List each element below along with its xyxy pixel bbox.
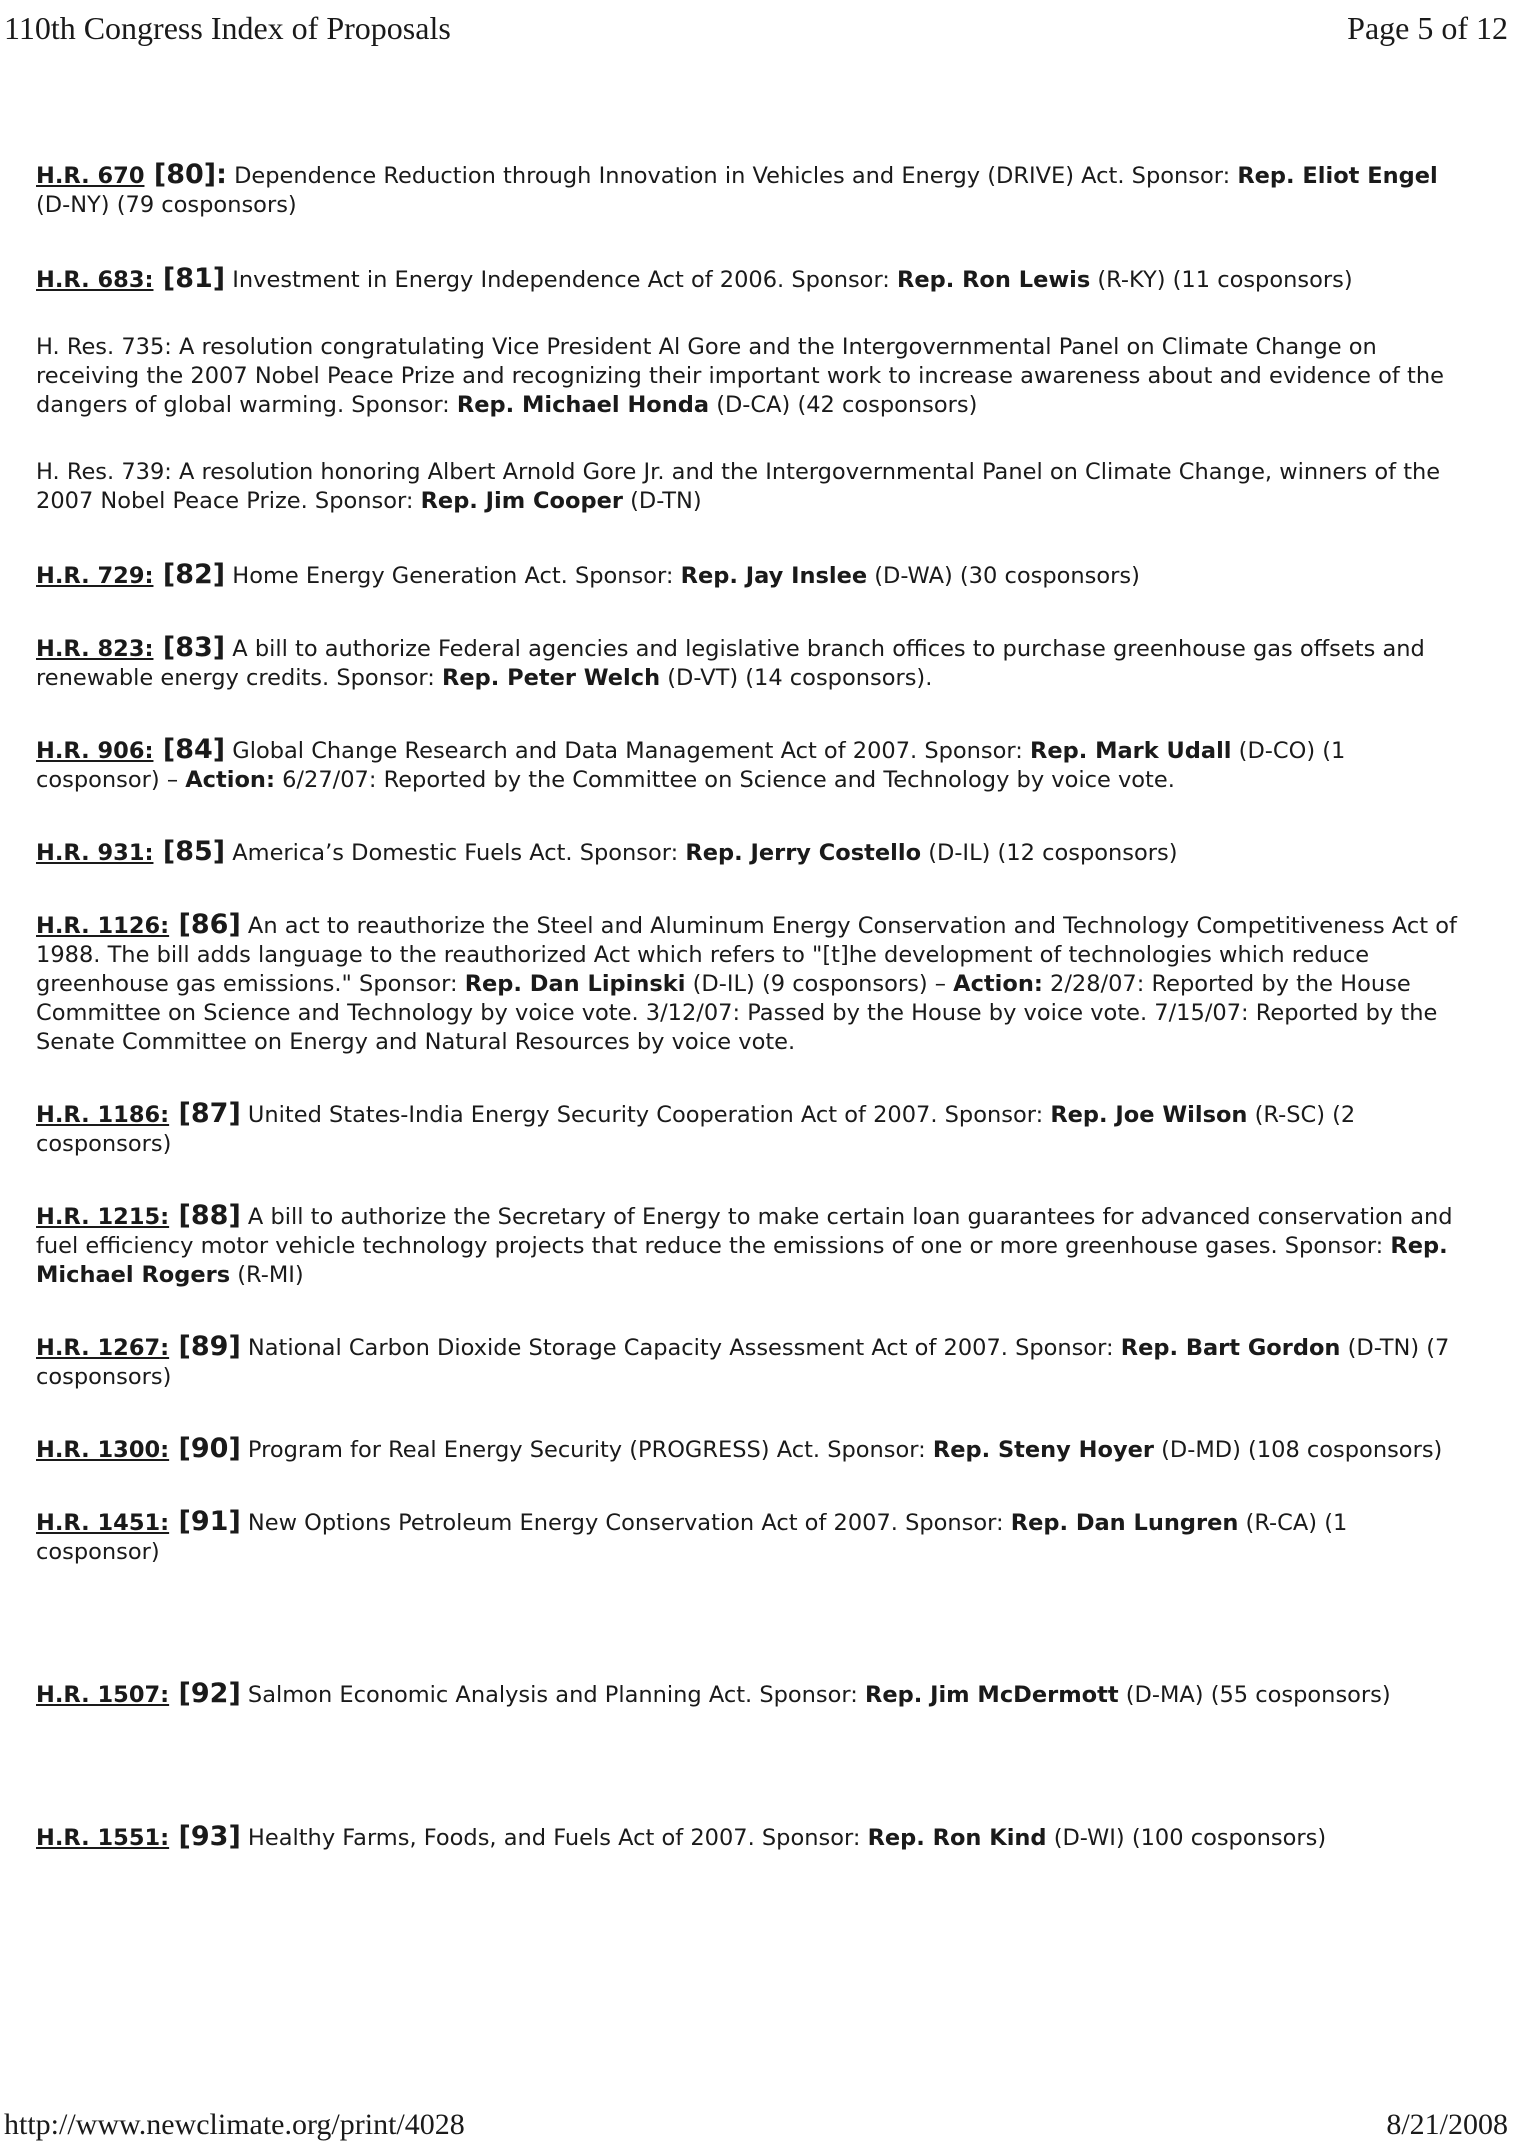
sponsor-name: Rep. Jim McDermott xyxy=(865,1682,1119,1708)
list-item xyxy=(36,1822,1476,1853)
sponsor-name: Rep. Peter Welch xyxy=(442,665,661,691)
sponsor-name: Rep. Ron Lewis xyxy=(897,267,1091,293)
bill-link[interactable]: H.R. 931: xyxy=(36,840,154,866)
source-url[interactable]: http://www.newclimate.org/print/4028 xyxy=(4,2108,465,2141)
bill-link[interactable]: H.R. 670 xyxy=(36,163,145,189)
sponsor-name: Rep. Dan Lipinski xyxy=(464,971,686,997)
sponsor-details: (D-CO) (1 cosponsor) – xyxy=(36,738,1346,793)
reference-number: [93] xyxy=(169,1821,241,1852)
bill-description: A bill to authorize Federal agencies and legislative branch offices to purchase greenhouse gas offsets and renewable energy credits. Sponsor: xyxy=(36,636,1425,691)
reference-number: [85] xyxy=(153,836,226,867)
sponsor-name: Rep. Michael Honda xyxy=(456,392,710,418)
sponsor-name: Rep. Ron Kind xyxy=(867,1825,1047,1851)
bill-description: An act to reauthorize the Steel and Aluminum Energy Conservation and Technology Competitiveness Act of 1988. The bill adds language to the reauthorized Act which refers to "[t]he development of technologies which reduce greenhouse gas emissions." Sponsor: xyxy=(36,913,1457,997)
bill-link[interactable]: H.R. 1451: xyxy=(36,1510,170,1536)
bill-description: Salmon Economic Analysis and Planning Act. Sponsor: xyxy=(240,1682,865,1708)
reference-number: [88] xyxy=(169,1200,241,1231)
list-item xyxy=(36,458,1476,516)
sponsor-details: (D-WA) (30 cosponsors) xyxy=(867,563,1140,589)
bill-link[interactable]: H.R. 1186: xyxy=(36,1102,170,1128)
sponsor-details: (D-CA) (42 cosponsors) xyxy=(709,392,978,418)
sponsor-details: (D-TN) xyxy=(622,488,702,514)
reference-number: [80]: xyxy=(144,159,227,190)
action-label: Action: xyxy=(185,767,275,793)
sponsor-name: Rep. Jim Cooper xyxy=(420,488,623,514)
list-item xyxy=(36,1679,1476,1710)
sponsor-name: Rep. Bart Gordon xyxy=(1120,1335,1341,1361)
sponsor-name: Rep. Steny Hoyer xyxy=(932,1437,1154,1463)
list-item xyxy=(36,1201,1476,1290)
bill-link[interactable]: H.R. 1507: xyxy=(36,1682,170,1708)
document-title: 110th Congress Index of Proposals xyxy=(4,10,451,46)
resolution-description: H. Res. 739: A resolution honoring Albert Arnold Gore Jr. and the Intergovernmental Panel on Climate Change, winners of the 2007 Nobel Peace Prize. Sponsor: xyxy=(36,459,1441,514)
sponsor-details: (D-VT) (14 cosponsors). xyxy=(660,665,933,691)
bill-link[interactable]: H.R. 906: xyxy=(36,738,154,764)
page-footer xyxy=(4,2108,1508,2144)
sponsor-name: Rep. Jay Inslee xyxy=(680,563,868,589)
list-item xyxy=(36,735,1476,795)
sponsor-details: (D-IL) (12 cosponsors) xyxy=(921,840,1178,866)
list-item xyxy=(36,160,1476,220)
print-date: 8/21/2008 xyxy=(1386,2108,1508,2141)
bill-link[interactable]: H.R. 1267: xyxy=(36,1335,170,1361)
bill-description: America’s Domestic Fuels Act. Sponsor: xyxy=(225,840,686,866)
sponsor-name: Rep. Joe Wilson xyxy=(1050,1102,1248,1128)
sponsor-details: (D-IL) (9 cosponsors) – xyxy=(685,971,954,997)
reference-number: [83] xyxy=(153,632,226,663)
sponsor-name: Rep. Michael Rogers xyxy=(36,1233,1448,1288)
reference-number: [90] xyxy=(169,1433,241,1464)
sponsor-name: Rep. Mark Udall xyxy=(1030,738,1232,764)
bill-description: United States-India Energy Security Cooperation Act of 2007. Sponsor: xyxy=(240,1102,1051,1128)
action-details: 6/27/07: Reported by the Committee on Science and Technology by voice vote. xyxy=(274,767,1175,793)
reference-number: [86] xyxy=(169,909,241,940)
reference-number: [84] xyxy=(153,734,226,765)
sponsor-name: Rep. Jerry Costello xyxy=(685,840,922,866)
page-number: Page 5 of 12 xyxy=(1347,10,1508,46)
bill-description: Global Change Research and Data Management Act of 2007. Sponsor: xyxy=(225,738,1030,764)
sponsor-details: (D-TN) (7 cosponsors) xyxy=(36,1335,1450,1390)
resolution-description: H. Res. 735: A resolution congratulating Vice President Al Gore and the Intergovernmental Panel on Climate Change on receiving the 2007 Nobel Peace Prize and recognizing their important work to increase awareness about and evidence of the dangers of global warming. Sponsor: xyxy=(36,334,1444,418)
reference-number: [92] xyxy=(169,1678,241,1709)
bill-description: New Options Petroleum Energy Conservation Act of 2007. Sponsor: xyxy=(240,1510,1011,1536)
sponsor-details: (D-MD) (108 cosponsors) xyxy=(1154,1437,1443,1463)
bill-link[interactable]: H.R. 823: xyxy=(36,636,154,662)
bill-description: Healthy Farms, Foods, and Fuels Act of 2007. Sponsor: xyxy=(240,1825,868,1851)
reference-number: [91] xyxy=(169,1506,241,1537)
reference-number: [81] xyxy=(153,263,226,294)
list-item xyxy=(36,633,1476,693)
list-item xyxy=(36,910,1476,1057)
action-details: 2/28/07: Reported by the House Committee on Science and Technology by voice vote. 3/12/07: Passed by the House by voice vote. 7/15/07: Reported by the Senate Committee on Energy and Natural Resources by voice vote. xyxy=(36,971,1438,1055)
bill-link[interactable]: H.R. 1551: xyxy=(36,1825,170,1851)
bill-link[interactable]: H.R. 1300: xyxy=(36,1437,170,1463)
bill-description: A bill to authorize the Secretary of Energy to make certain loan guarantees for advanced conservation and fuel efficiency motor vehicle technology projects that reduce the emissions of one or more greenhouse gases. Sponsor: xyxy=(36,1204,1453,1259)
bill-description: Investment in Energy Independence Act of 2006. Sponsor: xyxy=(225,267,898,293)
list-item xyxy=(36,1507,1476,1567)
sponsor-details: (R-SC) (2 cosponsors) xyxy=(36,1102,1356,1157)
sponsor-details: (D-NY) (79 cosponsors) xyxy=(36,192,297,218)
sponsor-details: (R-MI) xyxy=(230,1262,304,1288)
list-item xyxy=(36,1434,1476,1465)
bill-link[interactable]: H.R. 1215: xyxy=(36,1204,170,1230)
bill-link[interactable]: H.R. 729: xyxy=(36,563,154,589)
list-item xyxy=(36,333,1476,420)
list-item xyxy=(36,560,1476,591)
sponsor-details: (R-CA) (1 cosponsor) xyxy=(36,1510,1348,1565)
list-item xyxy=(36,264,1476,295)
bill-link[interactable]: H.R. 683: xyxy=(36,267,154,293)
reference-number: [82] xyxy=(153,559,226,590)
reference-number: [89] xyxy=(169,1331,241,1362)
list-item xyxy=(36,1332,1476,1392)
bill-description: Home Energy Generation Act. Sponsor: xyxy=(225,563,681,589)
sponsor-details: (D-WI) (100 cosponsors) xyxy=(1046,1825,1327,1851)
sponsor-name: Rep. Eliot Engel xyxy=(1237,163,1438,189)
sponsor-details: (R-KY) (11 cosponsors) xyxy=(1090,267,1353,293)
bill-description: National Carbon Dioxide Storage Capacity Assessment Act of 2007. Sponsor: xyxy=(240,1335,1121,1361)
bill-description: Program for Real Energy Security (PROGRESS) Act. Sponsor: xyxy=(240,1437,933,1463)
sponsor-details: (D-MA) (55 cosponsors) xyxy=(1118,1682,1391,1708)
sponsor-name: Rep. Dan Lungren xyxy=(1010,1510,1239,1536)
reference-number: [87] xyxy=(169,1098,241,1129)
action-label: Action: xyxy=(953,971,1043,997)
list-item xyxy=(36,1099,1476,1159)
proposal-list xyxy=(36,160,1476,1853)
bill-link[interactable]: H.R. 1126: xyxy=(36,913,170,939)
list-item xyxy=(36,837,1476,868)
page-header xyxy=(4,10,1508,54)
bill-description: Dependence Reduction through Innovation in Vehicles and Energy (DRIVE) Act. Sponsor: xyxy=(226,163,1238,189)
